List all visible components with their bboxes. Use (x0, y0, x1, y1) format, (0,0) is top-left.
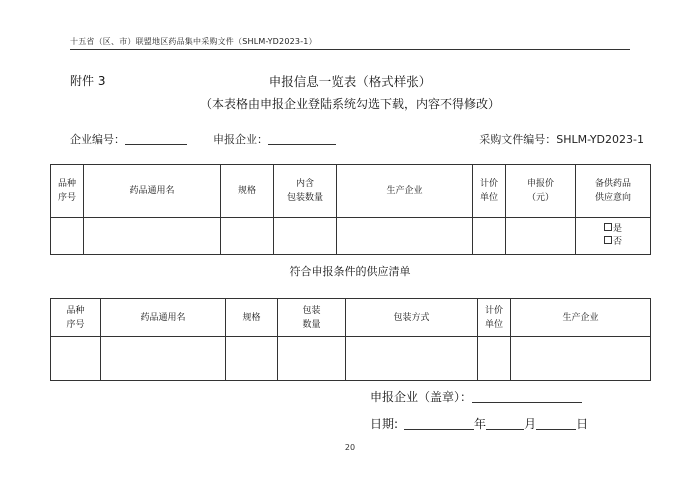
table-row (51, 337, 651, 381)
year-blank (404, 417, 474, 430)
header-cell: 生产企业 (337, 165, 473, 218)
document-subtitle: （本表格由申报企业登陆系统勾选下载，内容不得修改） (199, 97, 500, 111)
company-seal-blank (472, 390, 582, 403)
table-cell[interactable] (51, 218, 84, 255)
supply-list-header (51, 299, 651, 337)
table-cell[interactable] (337, 218, 473, 255)
table-cell[interactable] (478, 337, 511, 381)
header-cell: 申报价 （元） (506, 165, 576, 218)
table-cell[interactable] (51, 337, 101, 381)
header-cell: 内含 包装数量 (274, 165, 337, 218)
supply-intent-cell (576, 218, 651, 255)
company-code-field (70, 131, 187, 147)
table-cell[interactable] (226, 337, 278, 381)
option-no[interactable]: 否 (576, 236, 650, 249)
header-cell: 药品通用名 (84, 165, 221, 218)
page-number: 20 (344, 443, 356, 452)
company-name-blank (268, 133, 336, 145)
section-title: 符合申报条件的供应清单 (289, 265, 411, 278)
header-cell: 计价 单位 (478, 299, 511, 337)
checkbox-icon[interactable] (604, 236, 612, 244)
company-code-blank (125, 133, 187, 145)
header-cell: 计价 单位 (473, 165, 506, 218)
header-cell: 品种 序号 (51, 165, 84, 218)
table-cell[interactable] (278, 337, 346, 381)
declaration-table-header (51, 165, 651, 218)
table-cell[interactable] (346, 337, 478, 381)
option-yes[interactable]: 是 (576, 223, 650, 236)
date-label: 日期: (370, 417, 399, 431)
header-cell: 规格 (226, 299, 278, 337)
table-cell[interactable] (506, 218, 576, 255)
supply-list-table (50, 298, 651, 381)
day-blank (536, 417, 576, 430)
tender-code: 采购文件编号：SHLM-YD2023-1 (479, 133, 644, 146)
company-name-field (213, 131, 336, 147)
company-seal-line (370, 388, 582, 405)
table-cell[interactable] (473, 218, 506, 255)
running-header: 十五省（区、市）联盟地区药品集中采购文件（SHLM-YD2023-1） (70, 37, 317, 46)
table-cell[interactable] (101, 337, 226, 381)
checkbox-icon[interactable] (604, 223, 612, 231)
table-cell[interactable] (274, 218, 337, 255)
day-label: 日 (576, 417, 589, 431)
header-rule (70, 49, 630, 50)
table-cell[interactable] (511, 337, 651, 381)
date-line (370, 415, 588, 432)
company-name-label: 申报企业： (213, 133, 268, 146)
declaration-table (50, 164, 651, 255)
company-code-label: 企业编号： (70, 133, 125, 146)
table-row (51, 218, 651, 255)
header-cell: 包装方式 (346, 299, 478, 337)
header-cell: 生产企业 (511, 299, 651, 337)
header-cell: 备供药品 供应意向 (576, 165, 651, 218)
header-cell: 包装 数量 (278, 299, 346, 337)
header-cell: 规格 (221, 165, 274, 218)
table-cell[interactable] (221, 218, 274, 255)
month-blank (486, 417, 524, 430)
header-cell: 药品通用名 (101, 299, 226, 337)
company-seal-label: 申报企业（盖章）： (370, 390, 473, 404)
table-cell[interactable] (84, 218, 221, 255)
header-cell: 品种 序号 (51, 299, 101, 337)
attachment-label: 附件 3 (70, 74, 106, 88)
document-title: 申报信息一览表（格式样张） (268, 74, 432, 89)
month-label: 月 (524, 417, 537, 431)
year-label: 年 (474, 417, 487, 431)
